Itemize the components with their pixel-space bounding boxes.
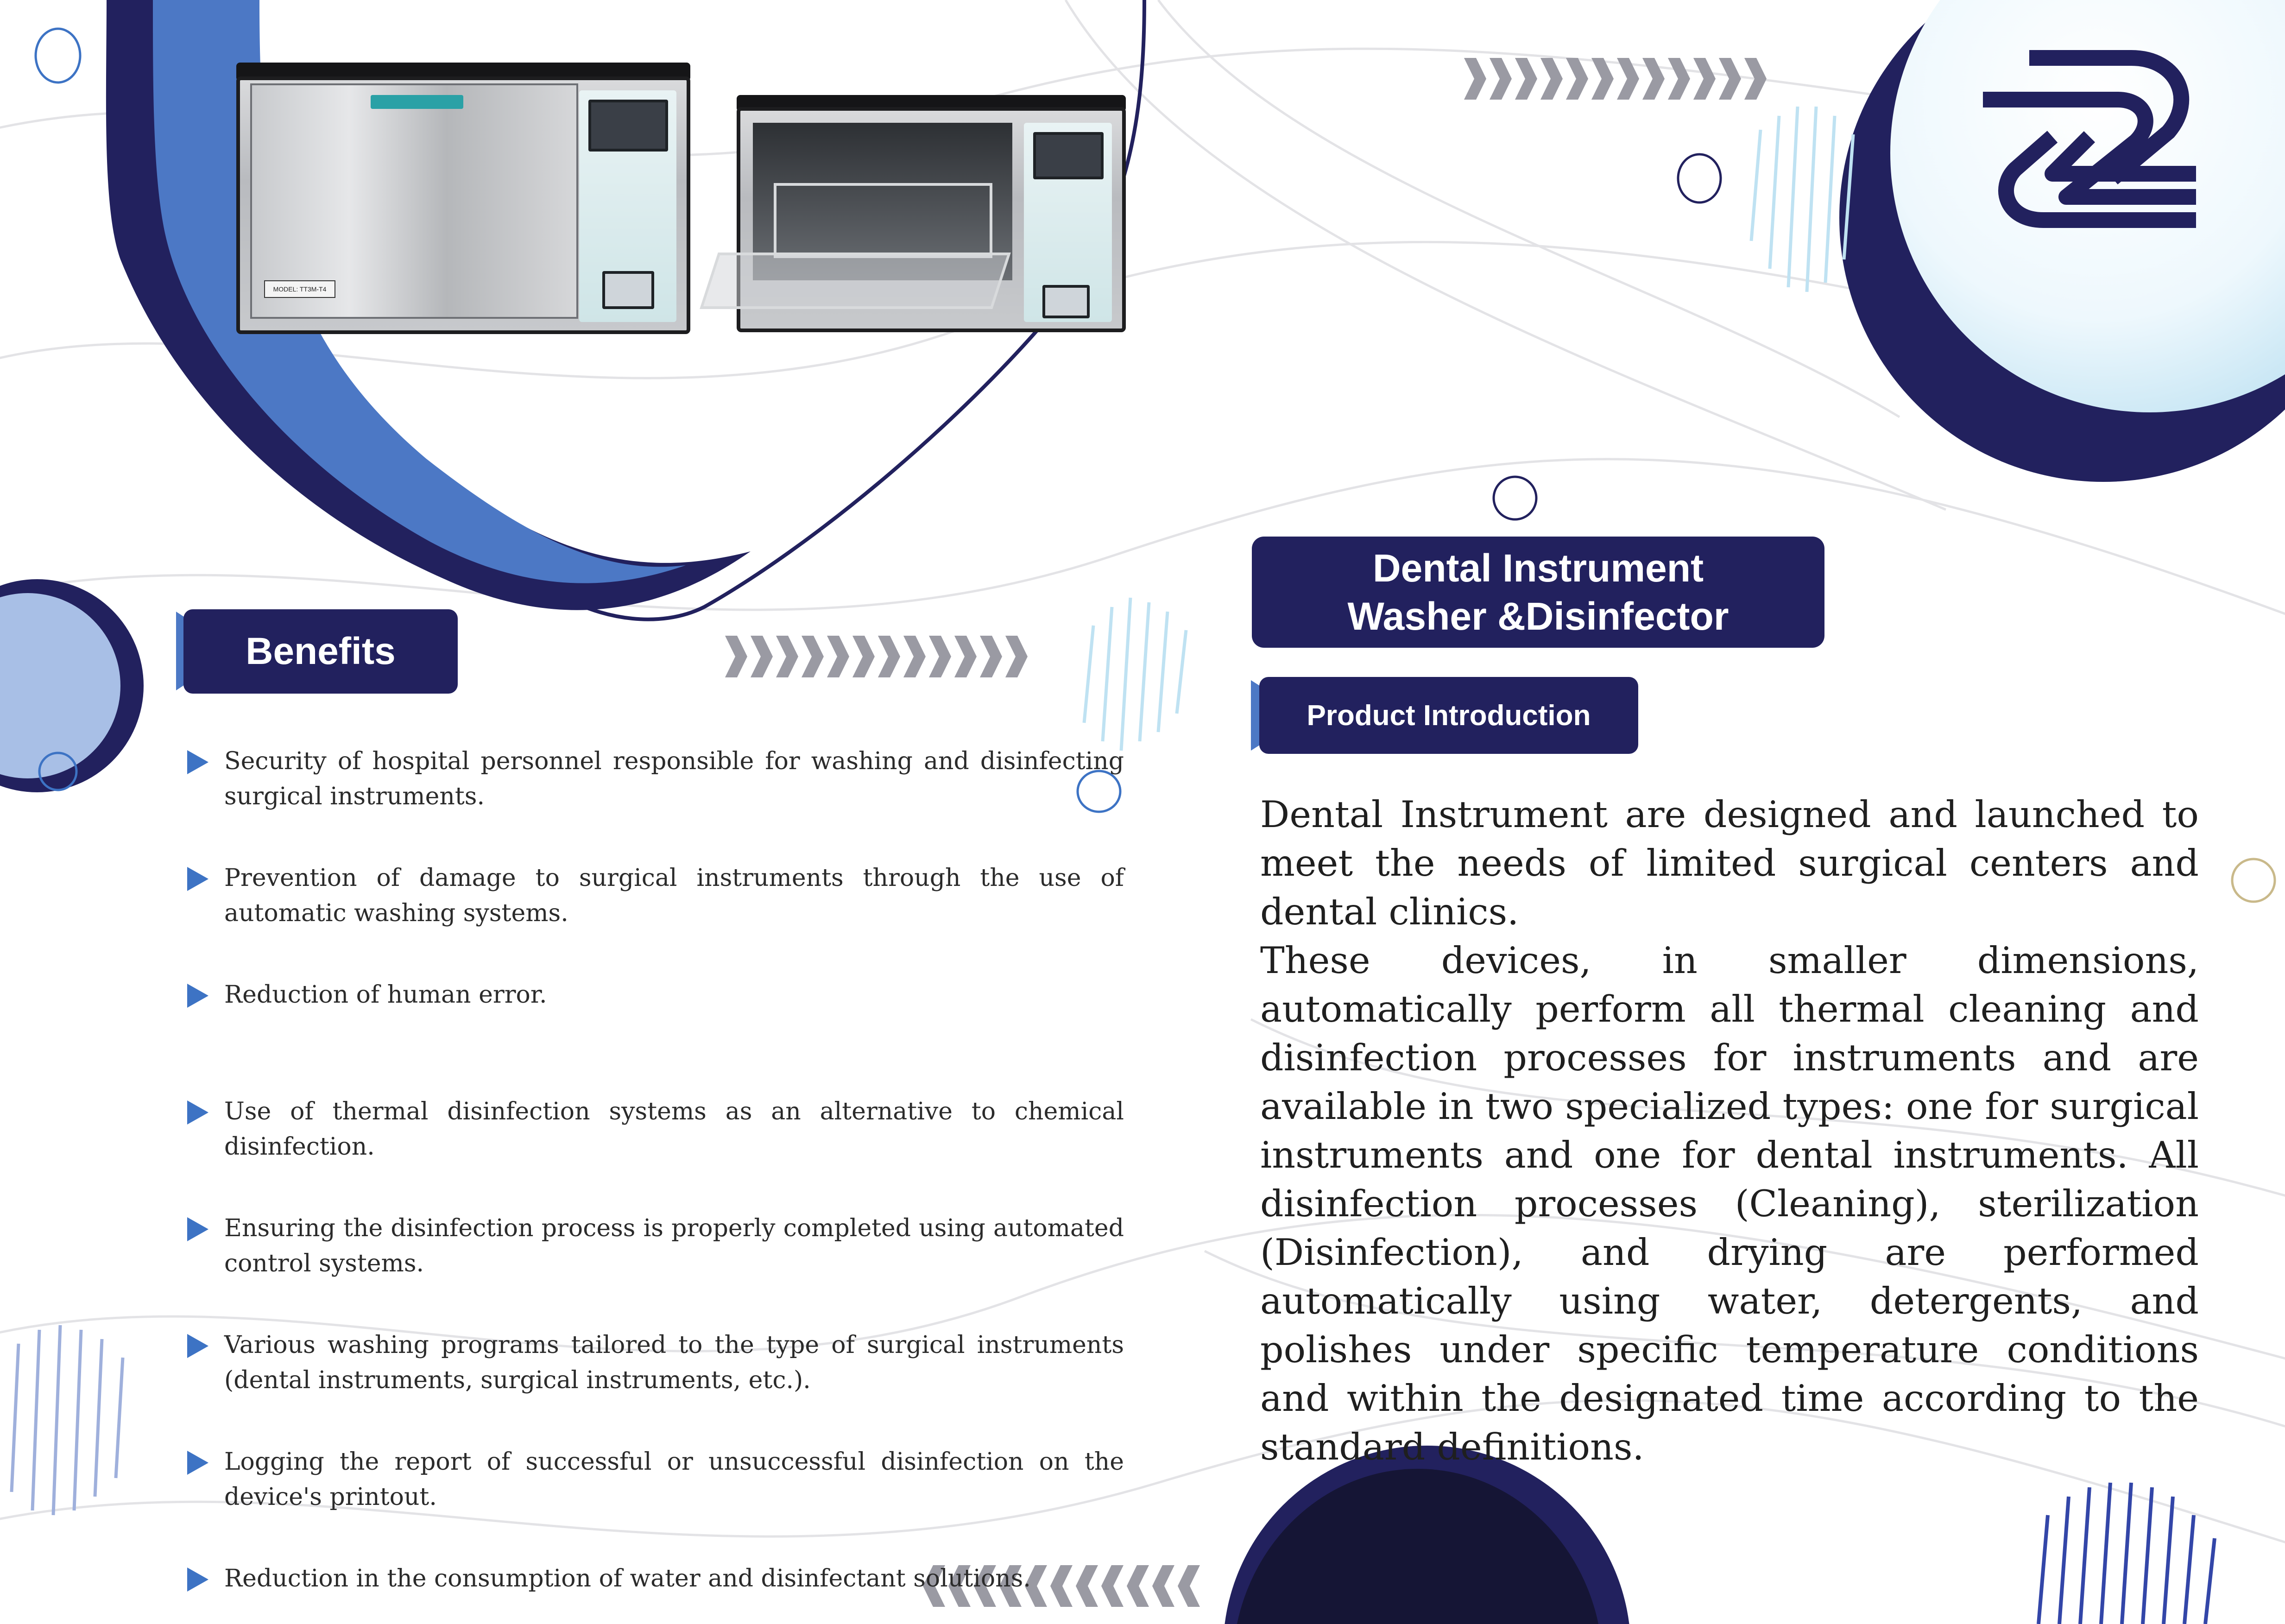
product-photo-open: [709, 95, 1126, 331]
list-item: Various washing programs tailored to the type of surgical instruments (dental instruments, surgical instruments, etc.).: [187, 1327, 1124, 1444]
benefits-heading: Benefits: [183, 609, 458, 694]
triangle-right-icon: [187, 984, 208, 1008]
benefits-list: [187, 744, 1124, 1624]
list-item: Security of hospital personnel responsible for washing and disinfecting surgical instruments.: [187, 744, 1124, 860]
triangle-right-icon: [187, 1217, 208, 1241]
triangle-right-icon: [187, 1100, 208, 1125]
triangle-right-icon: [187, 750, 208, 774]
intro-paragraph-2: These devices, in smaller dimensions, automatically perform all thermal cleaning and disinfection processes for instruments and are available in two specialized types: one for surgical instruments and one for dental instruments. All disinfection processes (Cleaning), sterilization (Disinfection), and drying are performed automatically using water, detergents, and polishes under specific temperature conditions and within the designated time according to the standard definitions.: [1260, 939, 2199, 1468]
product-introduction-heading: Product Introduction: [1259, 677, 1638, 754]
page-title: [1252, 537, 1824, 648]
triangle-right-icon: [187, 867, 208, 891]
triangle-right-icon: [187, 1451, 208, 1475]
title-line-1: Dental Instrument: [1372, 546, 1704, 590]
title-line-2: Washer &Disinfector: [1347, 594, 1729, 638]
intro-paragraph-1: Dental Instrument are designed and launched to meet the needs of limited surgical centers and dental clinics.: [1260, 793, 2199, 933]
list-item: Prevention of damage to surgical instruments through the use of automatic washing systems.: [187, 860, 1124, 977]
list-item: Use of thermal disinfection systems as an alternative to chemical disinfection.: [187, 1094, 1124, 1211]
triangle-right-icon: [187, 1334, 208, 1358]
triangle-right-icon: [187, 1567, 208, 1592]
list-item: Logging the report of successful or unsuccessful disinfection on the device's printout.: [187, 1444, 1124, 1561]
list-item: Reduction in the consumption of water and disinfectant solutions.: [187, 1561, 1124, 1624]
product-photo-closed: [236, 63, 690, 334]
model-label: MODEL: TT3M-T4: [264, 280, 335, 298]
product-introduction-text: [1260, 790, 2199, 1472]
list-item: Ensuring the disinfection process is properly completed using automated control systems.: [187, 1211, 1124, 1327]
list-item: Reduction of human error.: [187, 977, 1124, 1094]
brand-logo-icon: [1978, 44, 2210, 229]
